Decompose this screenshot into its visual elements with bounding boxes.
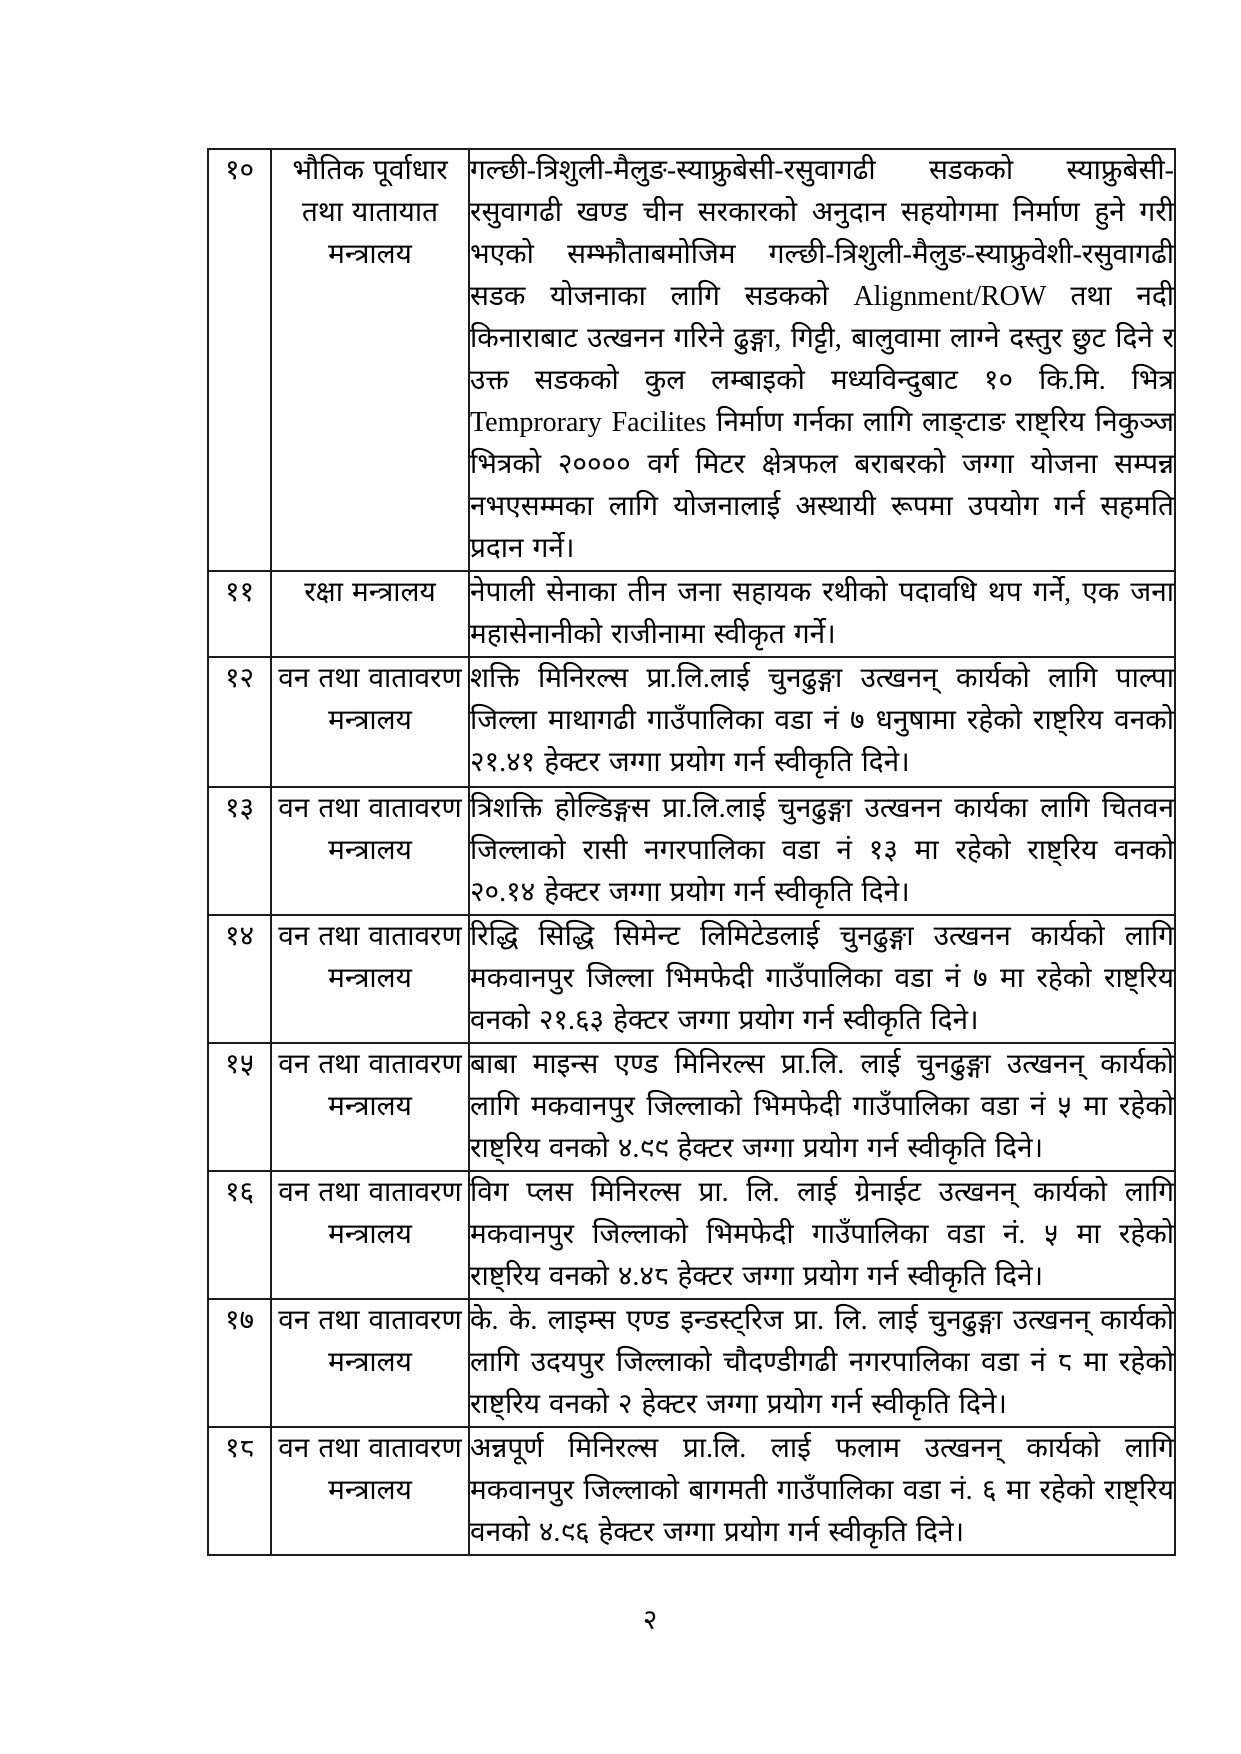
ministry-cell: वन तथा वातावरण मन्त्रालय [271,915,469,1043]
decision-cell: विग प्लस मिनिरल्स प्रा. लि. लाई ग्रेनाईट उत्खनन् कार्यको लागि मकवानपुर जिल्लाको भिमफेदी गाउँपालिका वडा नं. ५ मा रहेको राष्ट्रिय वनको ४.४८ हेक्टर जग्गा प्रयोग गर्न स्वीकृति दिने। [469,1171,1175,1299]
decision-cell: नेपाली सेनाका तीन जना सहायक रथीको पदावधि थप गर्ने, एक जना महासेनानीको राजीनामा स्वीकृत गर्ने। [469,571,1175,657]
table-row [208,787,1175,915]
table-row [208,1043,1175,1171]
cabinet-decisions-table [207,148,1176,1556]
decision-cell: रिद्धि सिद्धि सिमेन्ट लिमिटेडलाई चुनढुङ्गा उत्खनन कार्यको लागि मकवानपुर जिल्ला भिमफेदी गाउँपालिका वडा नं ७ मा रहेको राष्ट्रिय वनको २१.६३ हेक्टर जग्गा प्रयोग गर्न स्वीकृति दिने। [469,915,1175,1043]
ministry-cell: वन तथा वातावरण मन्त्रालय [271,1171,469,1299]
table-row [208,1427,1175,1555]
serial-number: १२ [208,657,271,787]
decision-cell: त्रिशक्ति होल्डिङ्गस प्रा.लि.लाई चुनढुङ्गा उत्खनन कार्यका लागि चितवन जिल्लाको रासी नगरपालिका वडा नं १३ मा रहेको राष्ट्रिय वनको २०.१४ हेक्टर जग्गा प्रयोग गर्न स्वीकृति दिने। [469,787,1175,915]
decision-cell: बाबा माइन्स एण्ड मिनिरल्स प्रा.लि. लाई चुनढुङ्गा उत्खनन् कार्यको लागि मकवानपुर जिल्लाको भिमफेदी गाउँपालिका वडा नं ५ मा रहेको राष्ट्रिय वनको ४.९९ हेक्टर जग्गा प्रयोग गर्न स्वीकृति दिने। [469,1043,1175,1171]
ministry-cell: वन तथा वातावरण मन्त्रालय [271,1299,469,1427]
table-row [208,915,1175,1043]
serial-number: १५ [208,1043,271,1171]
table-row [208,1171,1175,1299]
ministry-cell: वन तथा वातावरण मन्त्रालय [271,657,469,787]
decision-cell: शक्ति मिनिरल्स प्रा.लि.लाई चुनढुङ्गा उत्खनन् कार्यको लागि पाल्पा जिल्ला माथागढी गाउँपालिका वडा नं ७ धनुषामा रहेको राष्ट्रिय वनको २१.४१ हेक्टर जग्गा प्रयोग गर्न स्वीकृति दिने। [469,657,1175,787]
table-row [208,1299,1175,1427]
serial-number: १८ [208,1427,271,1555]
ministry-cell: वन तथा वातावरण मन्त्रालय [271,1427,469,1555]
decision-cell: गल्छी-त्रिशुली-मैलुङ-स्याफ्रुबेसी-रसुवागढी सडकको स्याफ्रुबेसी-रसुवागढी खण्ड चीन सरकारको अनुदान सहयोगमा निर्माण हुने गरी भएको सम्झौताबमोजिम गल्छी-त्रिशुली-मैलुङ-स्याफ्रुवेशी-रसुवागढी सडक योजनाका लागि सडकको Alignment/ROW तथा नदी किनाराबाट उत्खनन गरिने ढुङ्गा, गिट्टी, बालुवामा लाग्ने दस्तुर छुट दिने र उक्त सडकको कुल लम्बाइको मध्यविन्दुबाट १० कि.मि. भित्र Temprorary Facilites निर्माण गर्नका लागि लाङ्टाङ राष्ट्रिय निकुञ्ज भित्रको २०००० वर्ग मिटर क्षेत्रफल बराबरको जग्गा योजना सम्पन्न नभएसम्मका लागि योजनालाई अस्थायी रूपमा उपयोग गर्न सहमति प्रदान गर्ने। [469,149,1175,571]
table-row [208,571,1175,657]
ministry-cell: वन तथा वातावरण मन्त्रालय [271,787,469,915]
ministry-cell: भौतिक पूर्वाधार तथा यातायात मन्त्रालय [271,149,469,571]
ministry-cell: वन तथा वातावरण मन्त्रालय [271,1043,469,1171]
table-row [208,657,1175,787]
table-row [208,149,1175,571]
serial-number: १० [208,149,271,571]
serial-number: १४ [208,915,271,1043]
serial-number: १३ [208,787,271,915]
serial-number: १६ [208,1171,271,1299]
ministry-cell: रक्षा मन्त्रालय [271,571,469,657]
serial-number: ११ [208,571,271,657]
serial-number: १७ [208,1299,271,1427]
decision-cell: अन्नपूर्ण मिनिरल्स प्रा.लि. लाई फलाम उत्खनन् कार्यको लागि मकवानपुर जिल्लाको बागमती गाउँपालिका वडा नं. ६ मा रहेको राष्ट्रिय वनको ४.९६ हेक्टर जग्गा प्रयोग गर्न स्वीकृति दिने। [469,1427,1175,1555]
page-number: २ [642,1605,658,1636]
decision-cell: के. के. लाइम्स एण्ड इन्डस्ट्रिज प्रा. लि. लाई चुनढुङ्गा उत्खनन् कार्यको लागि उदयपुर जिल्लाको चौदण्डीगढी नगरपालिका वडा नं ८ मा रहेको राष्ट्रिय वनको २ हेक्टर जग्गा प्रयोग गर्न स्वीकृति दिने। [469,1299,1175,1427]
